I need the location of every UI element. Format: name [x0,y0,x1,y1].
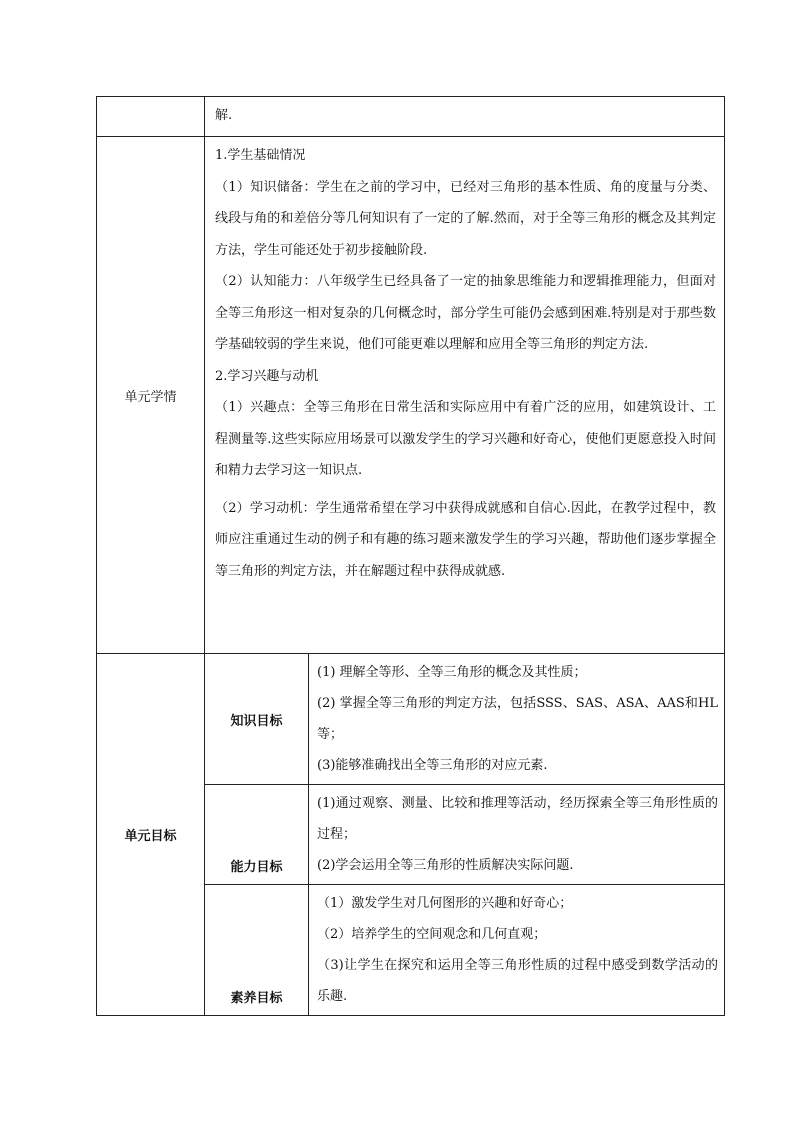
goal-item: (2)学会运用全等三角形的性质解决实际问题. [317,858,574,873]
lesson-plan-table [96,96,725,1016]
paragraph: （2）学习动机：学生通常希望在学习中获得成就感和自信心.因此，在教学过程中，教师应注重通过生动的例子和有趣的练习题来激发学生的学习兴趣，帮助他们逐步掌握全等三角形的判定方法，并在解题过程中获得成就感. [215,500,717,579]
section-heading: 2.学习兴趣与动机 [215,368,319,384]
goal-item: （2）培养学生的空间观念和几何直观； [317,927,547,942]
table-row-xueqing [97,137,725,654]
sub-label-suyang: 素养目标 [205,885,309,1016]
continuation-text: 解. [215,108,233,123]
paragraph: （2）认知能力：八年级学生已经具备了一定的抽象思维能力和逻辑推理能力，但面对全等三角形这一相对复杂的几何概念时，部分学生可能仍会感到困难.特别是对于那些数学基础较弱的学生来说，他们可能更难以理解和应用全等三角形的判定方法. [215,274,717,352]
nengli-goals [309,785,725,885]
goal-item: (1)通过观察、测量、比较和推理等活动，经历探索全等三角形性质的过程； [317,796,719,842]
row-label-xueqing: 单元学情 [97,137,205,654]
empty-label-cell [97,97,205,137]
sub-label-zhishi: 知识目标 [205,654,309,785]
sub-label-nengli: 能力目标 [205,785,309,885]
table-row-continuation [97,97,725,137]
table-row-zhishi [97,654,725,785]
section-heading: 1.学生基础情况 [215,148,306,163]
goal-item: （3)让学生在探究和运用全等三角形性质的过程中感受到数学活动的乐趣. [317,958,719,1004]
row-label-mubiao: 单元目标 [97,654,205,1016]
goal-item: (3)能够准确找出全等三角形的对应元素. [317,758,548,773]
continuation-cell [205,97,725,137]
suyang-goals [309,885,725,1016]
paragraph: （1）兴趣点：全等三角形在日常生活和实际应用中有着广泛的应用，如建筑设计、工程测量等.这些实际应用场景可以激发学生的学习兴趣和好奇心，使他们更愿意投入时间和精力去学习这一知识点. [215,400,717,478]
zhishi-goals [309,654,725,785]
paragraph: （1）知识储备：学生在之前的学习中，已经对三角形的基本性质、角的度量与分类、线段与角的和差倍分等几何知识有了一定的了解.然而，对于全等三角形的概念及其判定方法，学生可能还处于初步接触阶段. [215,179,717,258]
goal-item: (1) 理解全等形、全等三角形的概念及其性质； [317,665,587,680]
xueqing-content [205,137,725,654]
goal-item: （1）激发学生对几何图形的兴趣和好奇心； [317,896,573,911]
goal-item: (2) 掌握全等三角形的判定方法，包括SSS、SAS、ASA、AAS和HL等； [317,696,719,742]
